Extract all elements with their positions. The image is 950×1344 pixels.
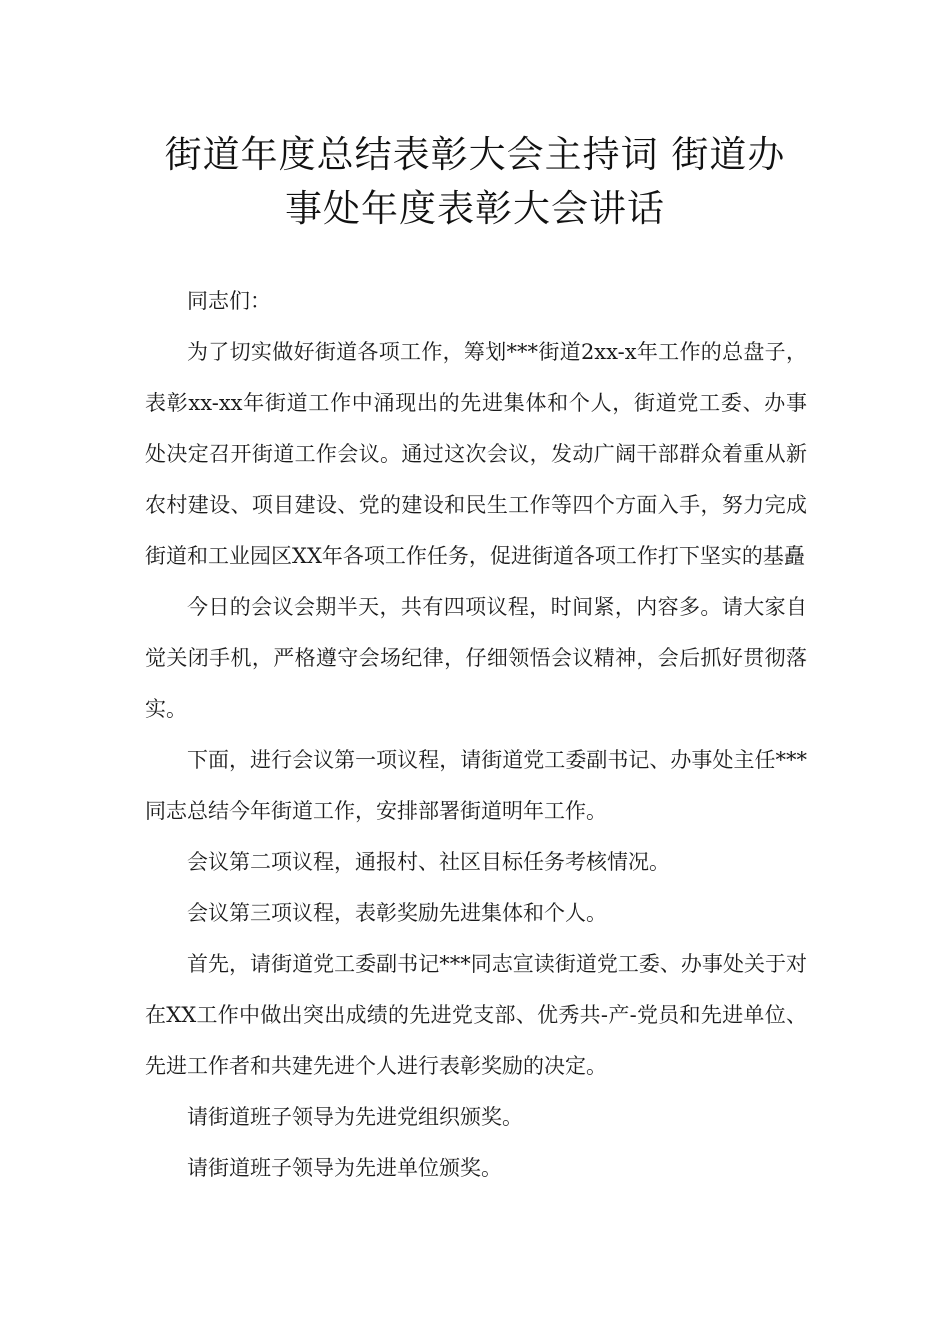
salutation-paragraph: 同志们： — [187, 289, 271, 313]
award-party-org-paragraph: 请街道班子领导为先进党组织颁奖。 — [187, 1105, 523, 1129]
meeting-notice-paragraph: 今日的会议会期半天，共有四项议程，时间紧，内容多。请大家自觉关闭手机，严格遵守会场纪律，仔细领悟会议精神，会后抓好贯彻落实。 — [145, 595, 807, 721]
award-units-paragraph: 请街道班子领导为先进单位颁奖。 — [187, 1156, 502, 1180]
document-body — [145, 276, 807, 1194]
document-title — [140, 128, 810, 236]
title-line-2: 事处年度表彰大会讲话 — [285, 187, 665, 230]
agenda-item-3-paragraph: 会议第三项议程，表彰奖励先进集体和个人。 — [187, 901, 607, 925]
agenda-item-2-paragraph: 会议第二项议程，通报村、社区目标任务考核情况。 — [187, 850, 670, 874]
award-decision-paragraph: 首先，请街道党工委副书记***同志宣读街道党工委、办事处关于对在XX工作中做出突出成绩的先进党支部、优秀共-产-党员和先进单位、先进工作者和共建先进个人进行表彰奖励的决定。 — [145, 952, 807, 1078]
title-line-1: 街道年度总结表彰大会主持词 街道办 — [164, 133, 786, 176]
intro-paragraph: 为了切实做好街道各项工作，筹划***街道2xx-x年工作的总盘子，表彰xx-xx年街道工作中涌现出的先进集体和个人，街道党工委、办事处决定召开街道工作会议。通过这次会议，发动广阔干部群众着重从新农村建设、项目建设、党的建设和民生工作等四个方面入手，努力完成街道和工业园区XX年各项工作任务，促进街道各项工作打下坚实的基矗 — [145, 340, 807, 568]
agenda-item-1-paragraph: 下面，进行会议第一项议程，请街道党工委副书记、办事处主任***同志总结今年街道工作，安排部署街道明年工作。 — [145, 748, 807, 823]
